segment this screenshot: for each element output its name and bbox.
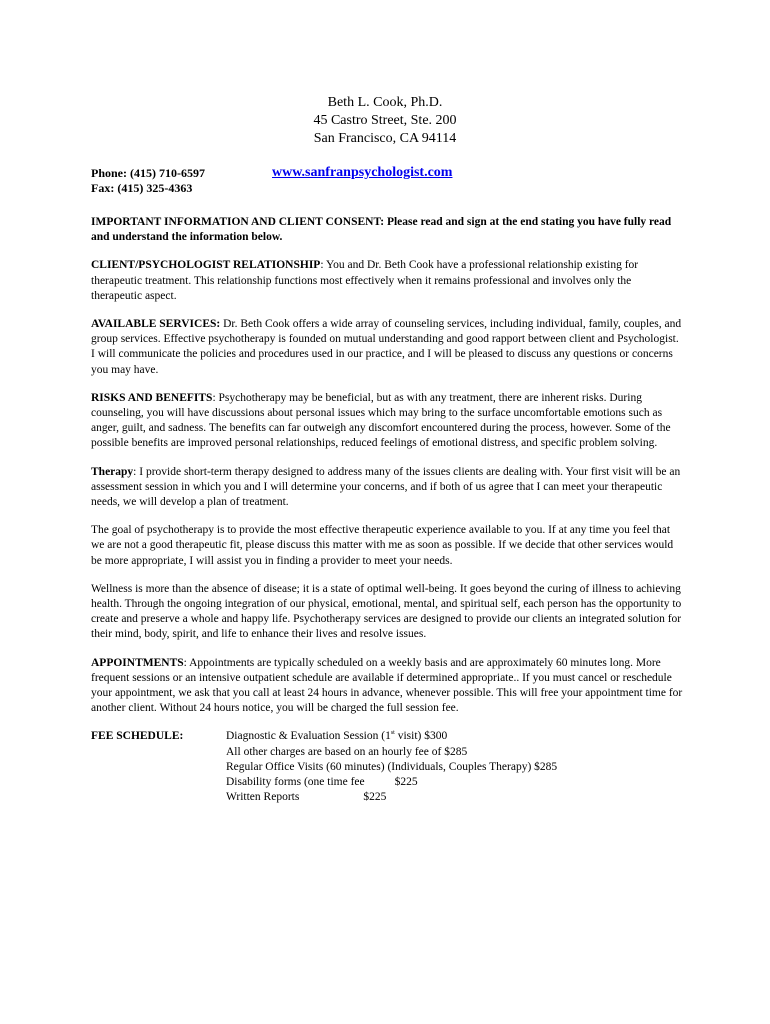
appointments-text: : Appointments are typically scheduled on a weekly basis and are approximately 60 minutes long. More frequent sessions or an intensive outpatient schedule are available if determined appropriate.. If you must cancel or reschedule your appointment, we ask that you call at least 24 hours in advance, whenever possible. This will free your appointment time for another client. Without 24 hours notice, you will be charged the full session fee. <box>91 656 683 715</box>
street-address: 45 Castro Street, Ste. 200 <box>313 113 457 128</box>
appointments-heading: APPOINTMENTS <box>91 656 184 669</box>
fee-schedule <box>91 729 683 805</box>
relationship-text: : You and Dr. Beth Cook have a professional relationship existing for therapeutic treatment. This relationship functions most effectively when it remains professional and involves only the therapeutic aspect. <box>91 259 639 302</box>
city-address: San Francisco, CA 94114 <box>313 131 457 146</box>
risks-text: : Psychotherapy may be beneficial, but as with any treatment, there are inherent risks. During counseling, you will have discussions about personal issues which may bring to the surface uncomfortable emotions such as anger, guilt, and sadness. The benefits can far outweigh any discomfort encountered during the process, however. Some of the possible benefits are improved personal relationships, reduced feelings of emotional distress, and specific problem solving. <box>91 391 671 450</box>
fee-row-disability-forms: Disability forms (one time fee $225 <box>226 775 683 790</box>
wellness-paragraph: Wellness is more than the absence of disease; it is a state of optimal well-being. It goes beyond the curing of illness to achieving health. Through the ongoing integration of our physical, emotional, mental, and spiritual self, each person has the opportunity to create and preserve a whole and happy life. Psychotherapy services are designed to provide our clients an integrated solution for their mind, body, spirit, and life to enhance their lives and resolve issues. <box>91 582 682 641</box>
risks-heading: RISKS AND BENEFITS <box>91 391 213 404</box>
fee-list <box>226 729 683 805</box>
fee-schedule-label: FEE SCHEDULE: <box>91 730 184 743</box>
fee-row-hourly: All other charges are based on an hourly fee of $285 <box>226 745 468 758</box>
services-text: Dr. Beth Cook offers a wide array of counseling services, including individual, family, couples, and group services. Effective psychotherapy is founded on mutual understanding and good rapport between client and Psychologist. I will communicate the policies and procedures used in our practice, and I will be pleased to discuss any questions or concerns you may have. <box>91 318 682 376</box>
fee-row-diagnostic: Diagnostic & Evaluation Session (1st visit) $300 <box>226 730 448 743</box>
fee-amount: $225 <box>363 791 387 804</box>
goal-paragraph: The goal of psychotherapy is to provide the most effective therapeutic experience available to you. If at any time you feel that we are not a good therapeutic fit, please discuss this matter with me as soon as possible. If we decide that other services would be more appropriate, I will assist you in finding a provider to meet your needs. <box>91 524 674 567</box>
therapy-text: : I provide short-term therapy designed to address many of the issues clients are dealing with. Your first visit will be an assessment session in which you and I will determine your concerns, and if both of us agree that I can meet your therapeutic needs, we will develop a plan of treatment. <box>91 465 681 509</box>
therapy-heading: Therapy <box>91 465 134 478</box>
appointments-section <box>91 656 683 717</box>
relationship-heading: CLIENT/PSYCHOLOGIST RELATIONSHIP <box>91 259 321 272</box>
relationship-section <box>91 258 683 304</box>
fee-amount: $225 <box>394 776 418 789</box>
document-body <box>91 215 683 806</box>
consent-intro: IMPORTANT INFORMATION AND CLIENT CONSENT: Please read and sign at the end stating you have fully read and understand the information below. <box>91 216 672 244</box>
risks-section <box>91 391 683 452</box>
practitioner-name: Beth L. Cook, Ph.D. <box>327 95 443 110</box>
services-section <box>91 317 683 378</box>
letterhead <box>0 94 770 148</box>
contact-block <box>91 166 205 196</box>
website-link[interactable]: www.sanfranpsychologist.com <box>272 165 453 180</box>
fee-row-office-visits: Regular Office Visits (60 minutes) (Individuals, Couples Therapy) $285 <box>226 760 558 773</box>
therapy-section <box>91 465 683 511</box>
phone-number: Phone: (415) 710-6597 <box>91 166 205 180</box>
services-heading: AVAILABLE SERVICES: <box>91 318 221 331</box>
fax-number: Fax: (415) 325-4363 <box>91 181 193 195</box>
fee-row-written-reports: Written Reports $225 <box>226 790 683 805</box>
